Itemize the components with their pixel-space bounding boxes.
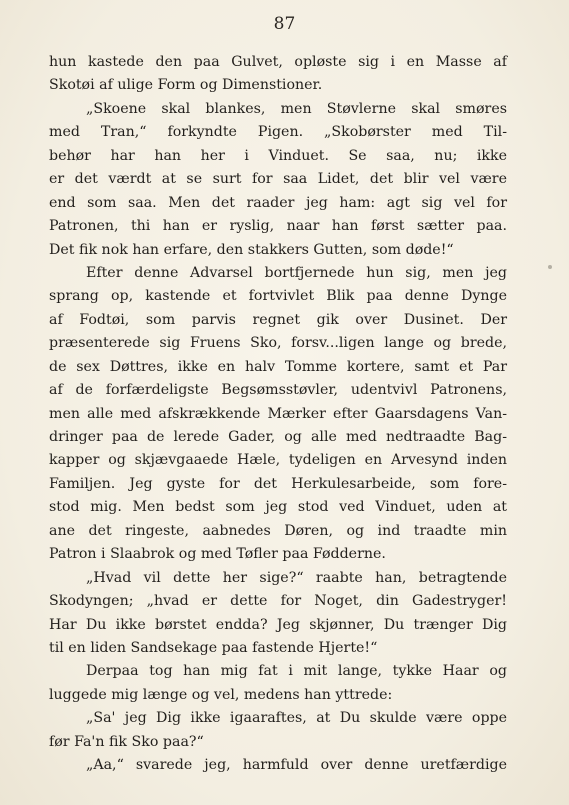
text-line: Patronen, thi han er ryslig, naar han først sætter paa.	[49, 218, 507, 235]
text-line: stod mig. Men bedst som jeg stod ved Vinduet, uden at	[49, 499, 507, 516]
text-line: behør har han her i Vinduet. Se saa, nu; ikke	[49, 147, 507, 164]
text-line: luggede mig længe og vel, medens han yttrede:	[49, 686, 393, 703]
text-line: sprang op, kastende et fortvivlet Blik paa denne Dynge	[49, 288, 507, 305]
text-line: af de forfærdeligste Begsømsstøvler, udentvivl Patronens,	[49, 382, 507, 399]
text-line: før Fa'n fik Sko paa?“	[49, 733, 204, 750]
text-line: til en liden Sandsekage paa fastende Hjerte!“	[49, 639, 378, 656]
text-line: „Skoene skal blankes, men Støvlerne skal smøres	[86, 100, 507, 117]
text-line: „Sa' jeg Dig ikke igaaraftes, at Du skulde være oppe	[86, 710, 507, 727]
text-line: Har Du ikke børstet endda? Jeg skjønner, Du trænger Dig	[49, 616, 507, 633]
paper-speck	[548, 265, 552, 269]
text-line: de sex Døttres, ikke en halv Tomme kortere, samt et Par	[49, 358, 507, 375]
text-line: præsenterede sig Fruens Sko, forsv...ligen lange og brede,	[49, 335, 507, 352]
text-line: Efter denne Advarsel bortfjernede hun sig, men jeg	[86, 264, 507, 281]
text-line: Patron i Slaabrok og med Tøfler paa Fødderne.	[49, 546, 386, 563]
text-line: „Aa,“ svarede jeg, harmfuld over denne uretfærdige	[86, 757, 507, 774]
text-line: dringer paa de lerede Gader, og alle med nedtraadte Bag-	[49, 429, 507, 445]
text-line: Derpaa tog han mig fat i mit lange, tykke Haar og	[86, 663, 507, 680]
text-line: „Hvad vil dette her sige?“ raabte han, betragtende	[86, 569, 507, 586]
text-line: er det værdt at se surt for saa Lidet, det blir vel være	[49, 171, 507, 188]
text-line: Det fik nok han erfare, den stakkers Gutten, som døde!“	[49, 241, 454, 258]
text-line: Skotøi af ulige Form og Dimenstioner.	[49, 77, 323, 94]
text-line: Skodyngen; „hvad er dette for Noget, din Gadestryger!	[49, 593, 507, 610]
text-line: men alle med afskrækkende Mærker efter Gaarsdagens Van-	[49, 405, 507, 422]
page-number: 87	[273, 14, 296, 34]
body-text	[49, 51, 507, 778]
text-line: kapper og skjævgaaede Hæle, tydeligen en Arvesynd inden	[49, 452, 507, 469]
text-line: ane det ringeste, aabnedes Døren, og ind traadte min	[49, 522, 507, 539]
text-line: af Fodtøi, som parvis regnet gik over Dusinet. Der	[49, 311, 507, 328]
text-line: Familjen. Jeg gyste for det Herkulesarbeide, som fore-	[49, 475, 507, 492]
text-line: med Tran,“ forkyndte Pigen. „Skobørster med Til-	[49, 124, 507, 141]
text-line: end som saa. Men det raader jeg ham: agt sig vel for	[49, 194, 507, 211]
text-line: hun kastede den paa Gulvet, opløste sig i en Masse af	[49, 54, 507, 70]
